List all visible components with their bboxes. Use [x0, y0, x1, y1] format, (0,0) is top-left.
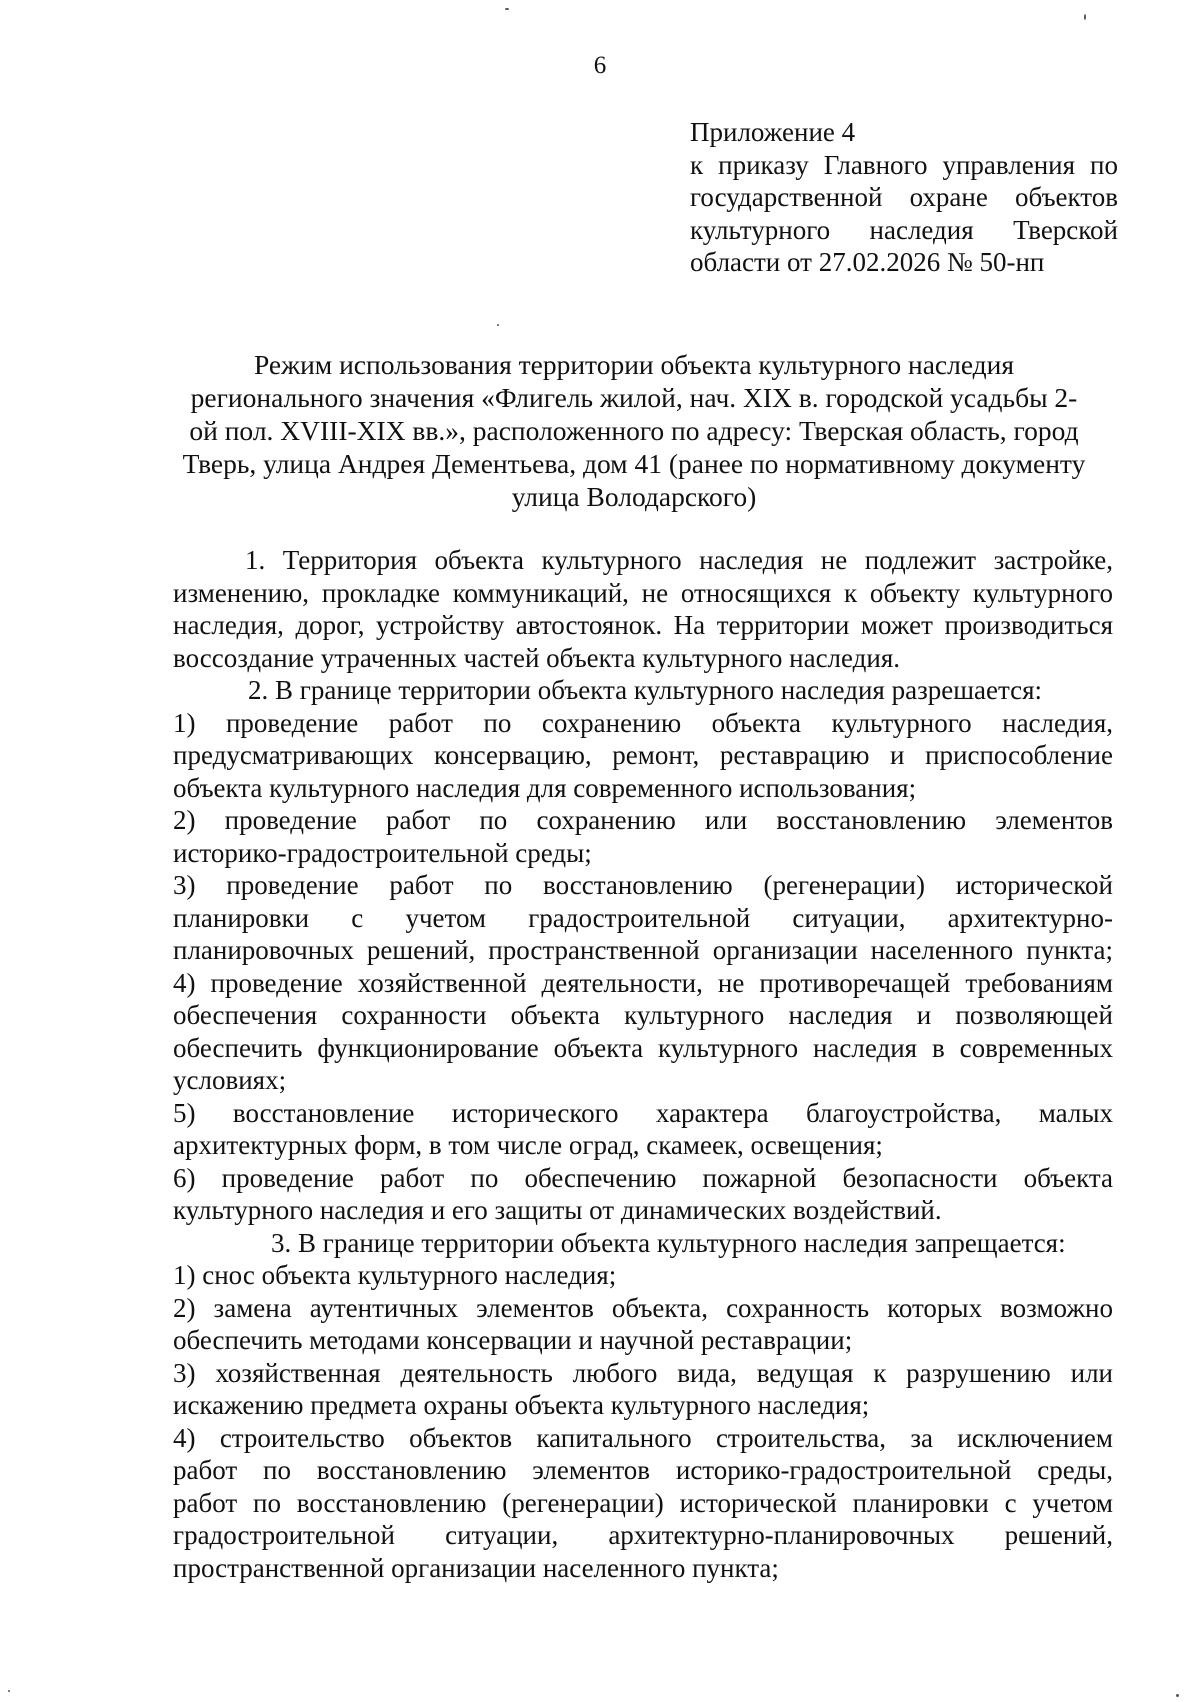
list-item-line: работ по восстановлению (регенерации) исторической планировки с учетом [173, 1487, 1113, 1518]
list-item-line: обеспечить функционирование объекта культурного наследия в современных [173, 1032, 1113, 1063]
list-item-line: градостроительной ситуации, архитектурно-планировочных решений, [173, 1520, 1113, 1550]
scan-speck [8, 1690, 10, 1692]
document-title [160, 348, 1108, 513]
scan-speck [1084, 14, 1086, 20]
list-item-line: 3) хозяйственная деятельность любого вида, ведущая к разрушению или [173, 1357, 1113, 1388]
title-line: улица Володарского) [511, 481, 757, 512]
list-item-line: культурного наследия и его защиты от динамических воздействий. [173, 1195, 942, 1225]
page-number: 6 [593, 52, 607, 79]
list-item-line: планировочных решений, пространственной организации населенного пункта; [173, 935, 1113, 965]
title-line: регионального значения «Флигель жилой, нач. XIX в. городской усадьбы 2- [190, 382, 1078, 413]
list-item-line: историко-градостроительной среды; [173, 837, 592, 868]
scan-speck [1176, 1694, 1179, 1697]
list-item-line: предусматривающих консервацию, ремонт, реставрацию и приспособление [173, 740, 1113, 770]
title-line: ой пол. XVIII-XIX вв.», расположенного по адресу: Тверская область, город [189, 415, 1079, 446]
scan-speck [497, 324, 499, 326]
paragraph-1-line: наследия, дорог, устройству автостоянок. На территории может производиться [173, 610, 1113, 640]
list-item-line: 2) проведение работ по сохранению или восстановлению элементов [173, 805, 1113, 835]
list-item-line: 4) строительство объектов капитального строительства, за исключением [173, 1422, 1113, 1453]
paragraph-1-line: воссоздание утраченных частей объекта культурного наследия. [173, 642, 901, 673]
list-item-line: 4) проведение хозяйственной деятельности, не противоречащей требованиям [173, 967, 1113, 998]
list-item-line: 3) проведение работ по восстановлению (регенерации) исторической [173, 870, 1113, 900]
paragraph-1-line: изменению, прокладке коммуникаций, не относящихся к объекту культурного [173, 577, 1113, 608]
list-item-line: искажению предмета охраны объекта культурного наследия; [173, 1390, 870, 1420]
appendix-line: области от 27.02.2026 № 50-нп [690, 247, 1045, 277]
list-item-line: 1) снос объекта культурного наследия; [173, 1260, 617, 1290]
list-item-line: 2) замена аутентичных элементов объекта, сохранность которых возможно [173, 1292, 1113, 1323]
list-item-line: работ по восстановлению элементов историко-градостроительной среды, [173, 1455, 1113, 1485]
list-item-line: обеспечения сохранности объекта культурного наследия и позволяющей [173, 1000, 1113, 1030]
list-item-line: объекта культурного наследия для современного использования; [173, 772, 917, 803]
appendix-line: к приказу Главного управления по [690, 149, 1118, 180]
list-item-line: 1) проведение работ по сохранению объекта культурного наследия, [173, 707, 1113, 738]
document-body [173, 544, 1113, 1584]
appendix-line: культурного наследия Тверской [690, 214, 1118, 245]
appendix-line: государственной охране объектов [690, 182, 1118, 212]
appendix-header [690, 116, 1118, 279]
paragraph-1-line: 1. Территория объекта культурного наследия не подлежит застройке, [245, 545, 1113, 575]
list-item-line: архитектурных форм, в том числе оград, скамеек, освещения; [173, 1130, 883, 1160]
list-item-line: условиях; [173, 1065, 287, 1095]
appendix-title: Приложение 4 [690, 117, 856, 147]
list-item-line: пространственной организации населенного пункта; [173, 1552, 779, 1583]
title-line: Тверь, улица Андрея Дементьева, дом 41 (ранее по нормативному документу [182, 448, 1086, 479]
scan-speck [505, 8, 509, 10]
list-item-line: 5) восстановление исторического характера благоустройства, малых [173, 1097, 1113, 1128]
section-3-heading: 3. В границе территории объекта культурного наследия запрещается: [271, 1227, 1066, 1258]
section-2-heading: 2. В границе территории объекта культурного наследия разрешается: [248, 675, 1043, 705]
list-item-line: обеспечить методами консервации и научной реставрации; [173, 1325, 853, 1355]
list-item-line: 6) проведение работ по обеспечению пожарной безопасности объекта [173, 1162, 1113, 1193]
title-line: Режим использования территории объекта культурного наследия [253, 349, 1015, 380]
list-item-line: планировки с учетом градостроительной ситуации, архитектурно- [173, 902, 1113, 933]
